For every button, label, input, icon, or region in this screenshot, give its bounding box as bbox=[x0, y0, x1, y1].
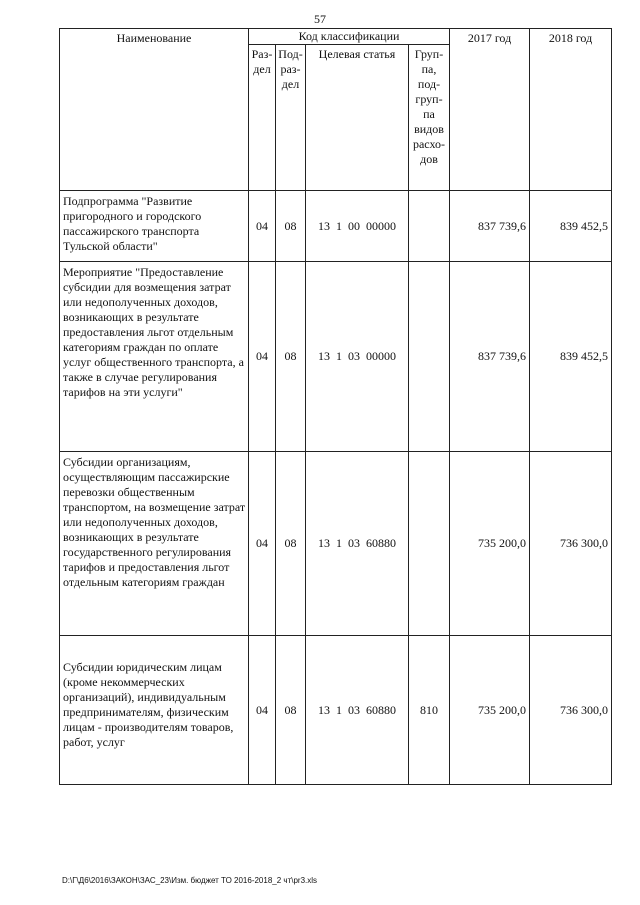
row-2018: 839 452,5 bbox=[530, 191, 612, 262]
row-razdel: 04 bbox=[249, 452, 276, 636]
table-row bbox=[60, 452, 612, 636]
row-target: 13 1 03 00000 bbox=[306, 262, 409, 452]
row-group: 810 bbox=[409, 636, 450, 785]
table-row bbox=[60, 191, 612, 262]
header-2017: 2017 год bbox=[450, 29, 530, 191]
row-2017: 735 200,0 bbox=[450, 636, 530, 785]
header-row-top bbox=[60, 29, 612, 45]
row-name: Подпрограмма "Развитие пригородного и городского пассажирского транспорта Тульской области" bbox=[60, 191, 249, 262]
header-group: Груп- па, под- груп- па видов расхо- дов bbox=[409, 45, 450, 191]
header-classification: Код классификации bbox=[249, 29, 450, 45]
row-2017: 735 200,0 bbox=[450, 452, 530, 636]
row-target: 13 1 00 00000 bbox=[306, 191, 409, 262]
row-podrazdel: 08 bbox=[276, 262, 306, 452]
row-2018: 736 300,0 bbox=[530, 452, 612, 636]
row-2017: 837 739,6 bbox=[450, 191, 530, 262]
row-podrazdel: 08 bbox=[276, 191, 306, 262]
header-2018: 2018 год bbox=[530, 29, 612, 191]
row-2018: 736 300,0 bbox=[530, 636, 612, 785]
row-2018: 839 452,5 bbox=[530, 262, 612, 452]
file-path-footer: D:\Г\Д6\2016\ЗАКОН\ЗАС_23\Изм. бюджет ТО 2016-2018_2 чт\pr3.xls bbox=[62, 876, 318, 885]
row-razdel: 04 bbox=[249, 191, 276, 262]
row-name: Субсидии юридическим лицам (кроме некоммерческих организаций), индивидуальным предпринимателям, физическим лицам - производителям товаров, работ, услуг bbox=[60, 636, 249, 785]
table-row bbox=[60, 262, 612, 452]
row-target: 13 1 03 60880 bbox=[306, 452, 409, 636]
header-name: Наименование bbox=[60, 29, 249, 191]
row-podrazdel: 08 bbox=[276, 452, 306, 636]
table-row bbox=[60, 636, 612, 785]
row-name: Мероприятие "Предоставление субсидии для возмещения затрат или недополученных доходов, возникающих в результате предоставления льгот отдельным категориям граждан по оплате услуг общественного транспорта, а также в случае регулирования тарифов на эти услуги" bbox=[60, 262, 249, 452]
row-razdel: 04 bbox=[249, 262, 276, 452]
page-number: 57 bbox=[314, 12, 326, 26]
row-razdel: 04 bbox=[249, 636, 276, 785]
row-target: 13 1 03 60880 bbox=[306, 636, 409, 785]
row-2017: 837 739,6 bbox=[450, 262, 530, 452]
row-group bbox=[409, 262, 450, 452]
row-name: Субсидии организациям, осуществляющим пассажирские перевозки общественным транспортом, на возмещение затрат или недополученных доходов, возникающих в результате государственного регулирования тарифов и предоставления льгот отдельным категориям граждан bbox=[60, 452, 249, 636]
row-group bbox=[409, 452, 450, 636]
row-podrazdel: 08 bbox=[276, 636, 306, 785]
header-podrazdel: Под- раз- дел bbox=[276, 45, 306, 191]
header-razdel: Раз- дел bbox=[249, 45, 276, 191]
header-target: Целевая статья bbox=[306, 45, 409, 191]
row-group bbox=[409, 191, 450, 262]
budget-table bbox=[59, 28, 612, 785]
